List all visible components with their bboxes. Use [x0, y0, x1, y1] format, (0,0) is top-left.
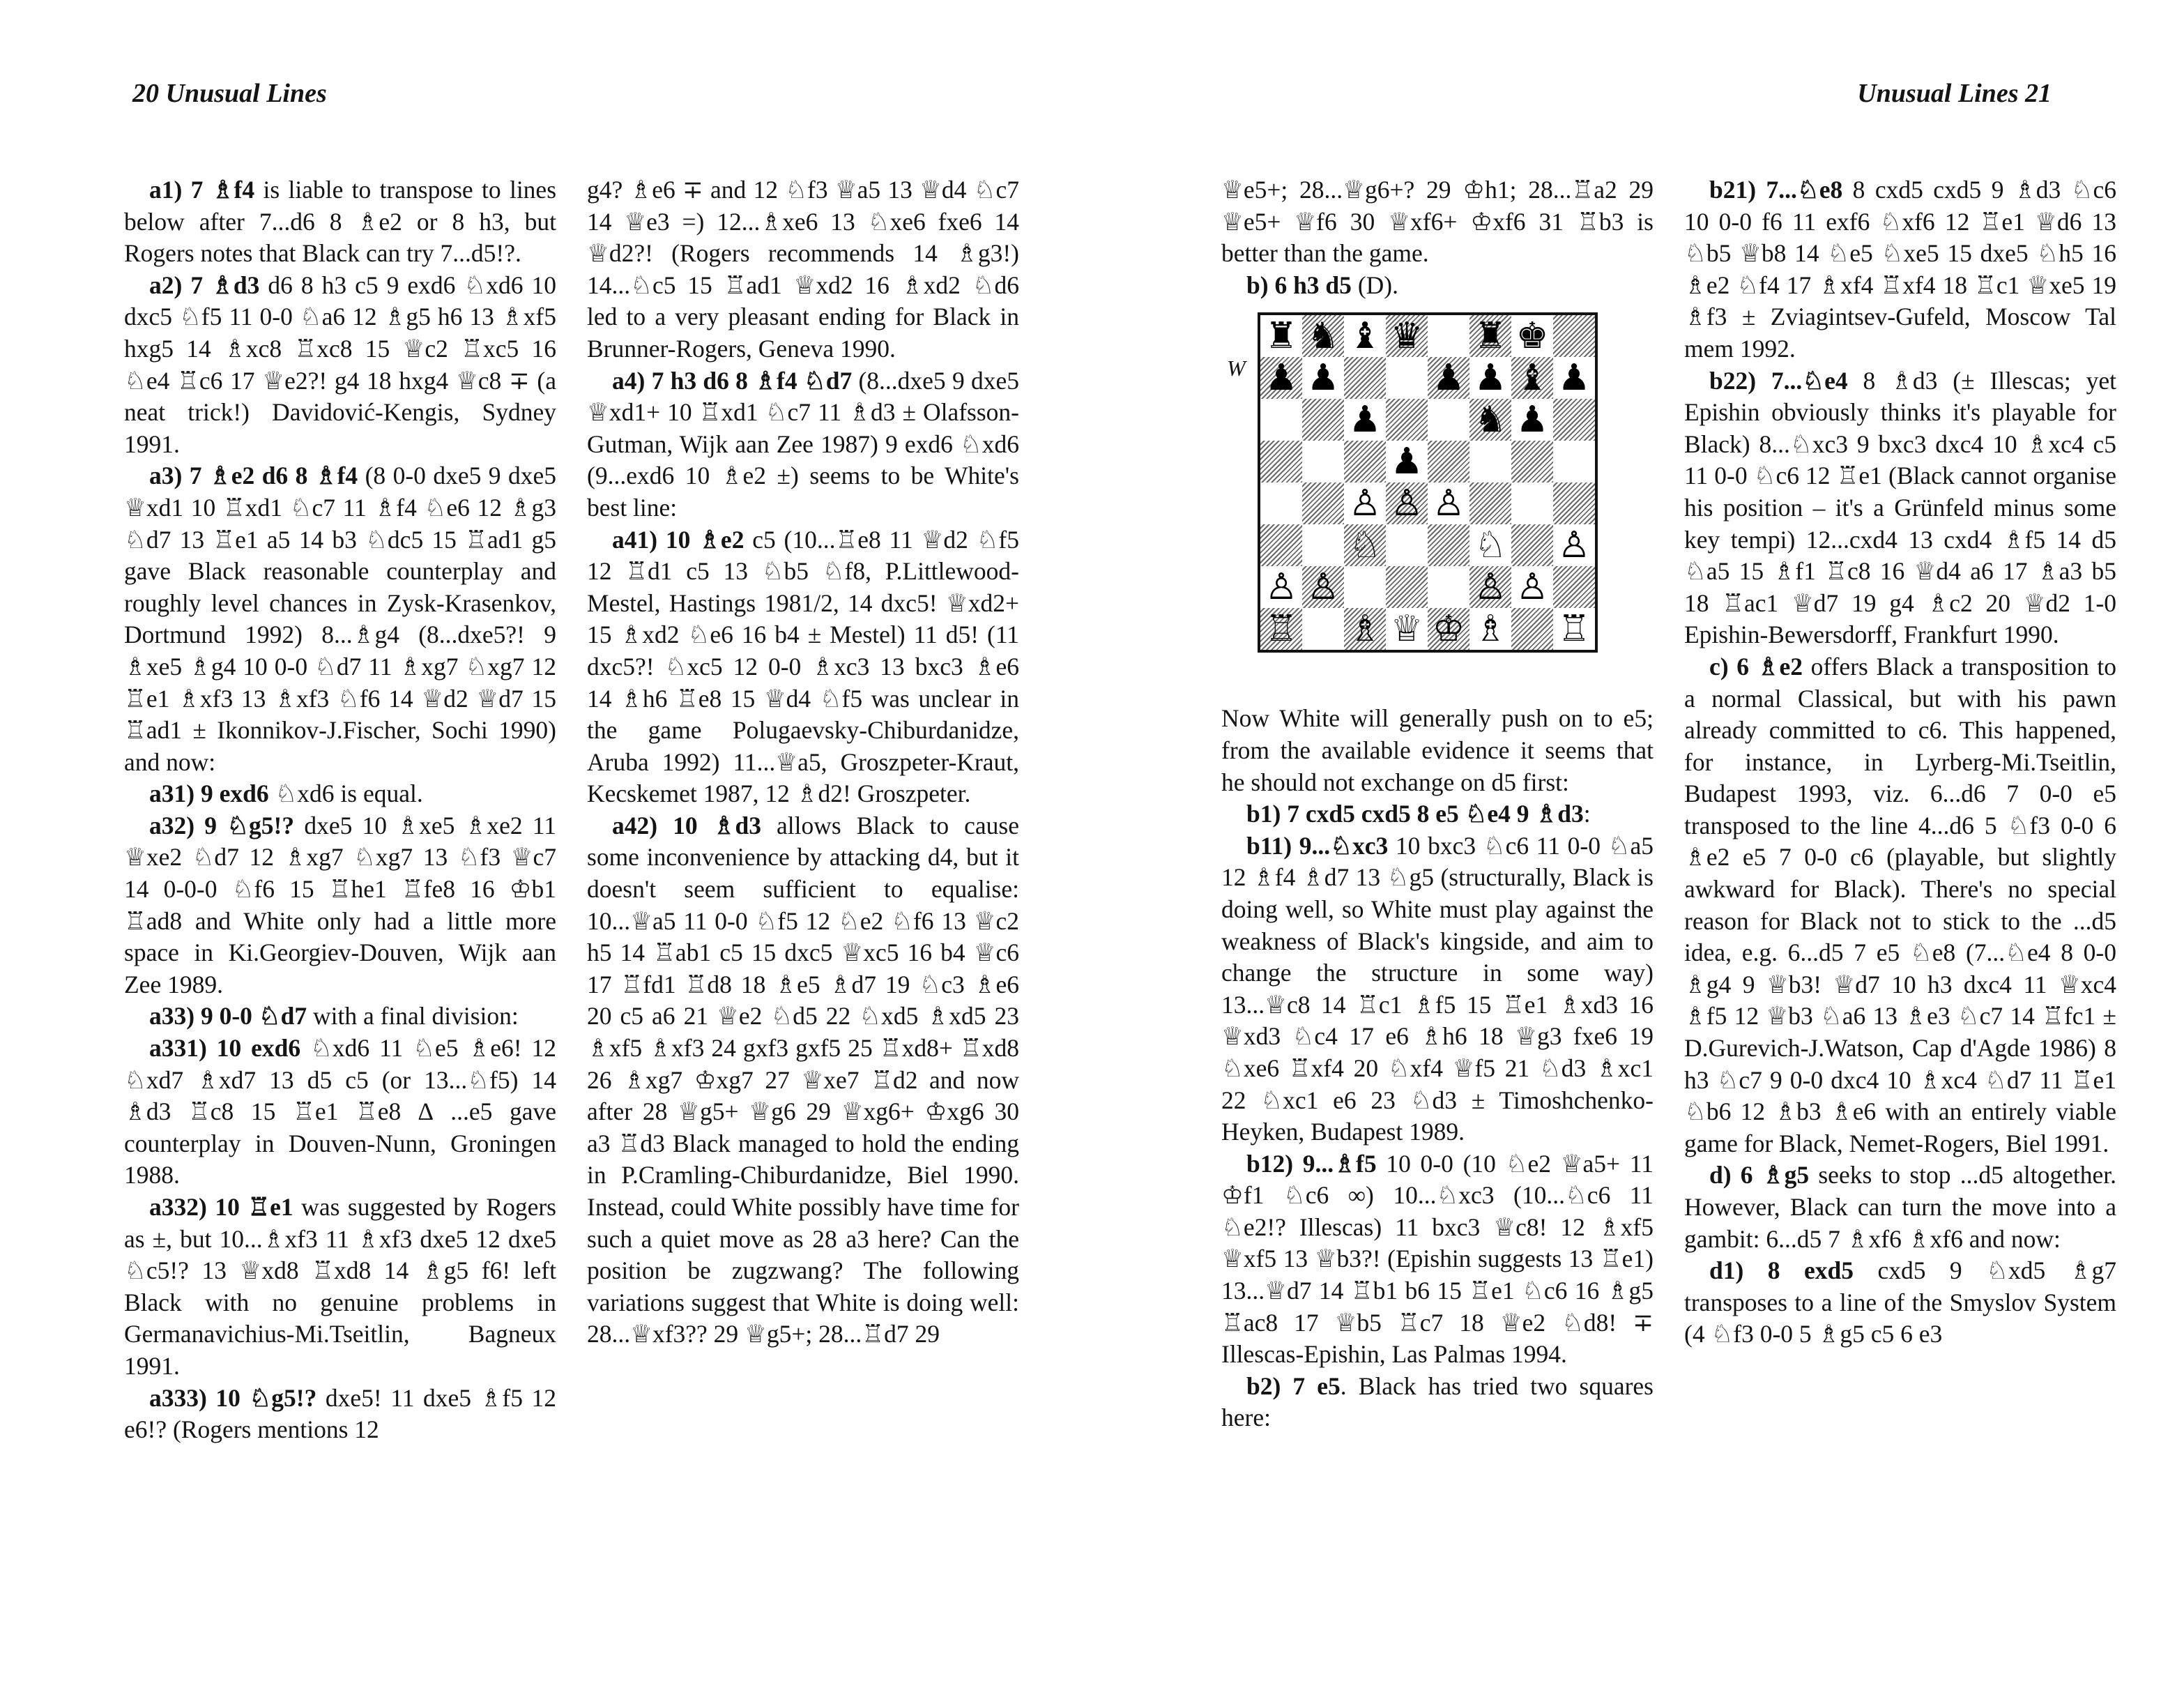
- paragraph: [1221, 270, 1654, 302]
- annotation-text: ♕e5+; 28...♕g6+? 29 ♔h1; 28...♖a2 29 ♕e5+ ♕f6 30 ♕xf6+ ♔xf6 31 ♖b3 is better than the game.: [1221, 176, 1654, 268]
- annotation-text: 10 0-0 (10 ♘e2 ♕a5+ 11 ♔f1 ♘c6 ∞) 10...♘xc3 (10...♘c6 11 ♘e2!? Illescas) 11 bxc3 ♕c8! 12 ♗xf5 ♕xf5 13 ♕b3?! (Epishin suggests 13 ♖e1) 13...♕d7 14 ♖b1 b6 15 ♖e1 ♘c6 16 ♗g5 ♖ac8 17 ♕b5 ♖c7 18 ♕e2 ♘d8! ∓ Illescas-Epishin, Las Palmas 1994.: [1221, 1149, 1654, 1369]
- board-square: [1511, 524, 1553, 566]
- annotation-text: Now White will generally push on to e5; from the available evidence it seems that he should not exchange on d5 first:: [1221, 704, 1654, 796]
- board-square: [1469, 566, 1511, 608]
- annotation-text: 10 bxc3 ♘c6 11 0-0 ♘a5 12 ♗f4 ♗d7 13 ♘g5 (structurally, Black is doing well, so White must play against the weakness of Black's kingside, and aim to change the structure in some way) 13...♕c8 14 ♖c1 ♗f5 15 ♖e1 ♗xd3 16 ♕xd3 ♘c4 17 e6 ♗h6 18 ♕g3 fxe6 19 ♘xe6 ♖xf4 20 ♘xf4 ♕f5 21 ♘d3 ♗xc1 22 ♘xc1 e6 23 ♘d3 ± Timoshchenko-Heyken, Budapest 1989.: [1221, 831, 1654, 1146]
- chess-piece: ♛: [1390, 315, 1423, 358]
- annotation-text: . Black has tried two squares here:: [1221, 1371, 1654, 1432]
- text-column-3: [1221, 174, 1654, 1434]
- move-lead: b12) 9...♗f5: [1246, 1149, 1377, 1178]
- board-square: [1469, 608, 1511, 650]
- annotation-text: (D).: [1351, 271, 1398, 299]
- board-square: [1386, 608, 1428, 650]
- board-square: [1428, 315, 1469, 357]
- board-square: [1428, 482, 1469, 524]
- annotation-text: ♘xd6 11 ♘e5 ♗e6! 12 ♘xd7 ♗xd7 13 d5 c5 (or 13...♘f5) 14 ♗d3 ♖c8 15 ♖e1 ♖e8 ∆ ...e5 gave counterplay in Douven-Nunn, Groningen 1988.: [124, 1034, 557, 1189]
- paragraph: [1684, 365, 2116, 651]
- paragraph: [124, 1383, 556, 1446]
- chess-piece: ♖: [1557, 608, 1591, 651]
- board-square: [1428, 357, 1469, 399]
- chess-piece: ♜: [1265, 315, 1298, 358]
- board-square: [1344, 441, 1386, 482]
- paragraph: [1221, 1371, 1654, 1434]
- paragraph: [124, 1033, 556, 1192]
- board-square: [1469, 524, 1511, 566]
- paragraph: [1221, 1148, 1654, 1371]
- annotation-text: with a final division:: [307, 1002, 519, 1031]
- annotation-text: seeks to stop ...d5 altogether. However, Black can turn the move into a gambit: 6...d5 7 ♗xf6 ♗xf6 and now:: [1684, 1161, 2116, 1253]
- board-square: [1511, 315, 1553, 357]
- chess-piece: ♙: [1432, 482, 1465, 525]
- move-lead: a33) 9 0-0 ♘d7: [149, 1002, 307, 1031]
- annotation-text: c5 (10...♖e8 11 ♕d2 ♘f5 12 ♖d1 c5 13 ♘b5 ♘f8, P.Littlewood-Mestel, Hastings 1981/2, 14 dxc5! ♕xd2+ 15 ♗xd2 ♘e6 16 b4 ± Mestel) 11 d5! (11 dxc5?! ♘xc5 12 0-0 ♗xc3 13 bxc3 ♗e6 14 ♗h6 ♖e8 15 ♕d4 ♘f5 was unclear in the game Polugaevsky-Chiburdanidze, Aruba 1992) 11...♕a5, Groszpeter-Kraut, Kecskemet 1987, 12 ♗d2! Groszpeter.: [587, 525, 1019, 808]
- chess-piece: ♞: [1306, 315, 1340, 358]
- running-head-left: 20 Unusual Lines: [132, 79, 327, 108]
- board-square: [1553, 566, 1595, 608]
- annotation-text: (8...dxe5 9 dxe5 ♕xd1+ 10 ♖xd1 ♘c7 11 ♗d3 ± Olafsson-Gutman, Wijk aan Zee 1987) 9 exd6 ♘xd6 (9...exd6 10 ♗e2 ±) seems to be White's best line:: [587, 366, 1019, 522]
- move-lead: a3) 7 ♗e2 d6 8 ♗f4: [149, 462, 358, 490]
- move-lead: c) 6 ♗e2: [1709, 652, 1803, 680]
- move-lead: b11) 9...♘xc3: [1246, 831, 1389, 860]
- text-column-4: [1684, 174, 2116, 1351]
- move-lead: a42) 10 ♗d3: [612, 811, 761, 839]
- chess-piece: ♘: [1348, 524, 1382, 567]
- paragraph: [124, 810, 556, 1001]
- annotation-text: cxd5 9 ♘xd5 ♗g7 transposes to a line of the Smyslov System (4 ♘f3 0-0 5 ♗g5 c5 6 e3: [1684, 1256, 2116, 1348]
- board-square: [1386, 566, 1428, 608]
- annotation-text: dxe5! 11 dxe5 ♗f5 12 e6!? (Rogers mentions 12: [124, 1383, 556, 1444]
- chess-piece: ♙: [1306, 566, 1340, 609]
- annotation-text: is liable to transpose to lines below after 7...d6 8 ♗e2 or 8 h3, but Rogers notes that Black can try 7...d5!?.: [124, 176, 557, 268]
- chess-piece: ♗: [1474, 608, 1507, 651]
- paragraph: [124, 778, 556, 810]
- board-square: [1260, 315, 1302, 357]
- board-square: [1553, 524, 1595, 566]
- chess-piece: ♟: [1265, 357, 1298, 400]
- board-square: [1511, 441, 1553, 482]
- board-square: [1302, 399, 1344, 441]
- chess-piece: ♙: [1515, 566, 1549, 609]
- move-lead: b21) 7...♘e8: [1709, 176, 1843, 204]
- chess-piece: ♚: [1515, 315, 1549, 358]
- move-lead: a331) 10 exd6: [149, 1034, 301, 1063]
- board-square: [1302, 524, 1344, 566]
- annotation-text: 8 cxd5 cxd5 9 ♗d3 ♘c6 10 0-0 f6 11 exf6 ♘xf6 12 ♖e1 ♕d6 13 ♘b5 ♕b8 14 ♘e5 ♘xe5 15 dxe5 ♘h5 16 ♗e2 ♘f4 17 ♗xf4 ♖xf4 18 ♖c1 ♕xe5 19 ♗f3 ± Zviagintsev-Gufeld, Moscow Tal mem 1992.: [1684, 176, 2117, 363]
- board-square: [1260, 441, 1302, 482]
- move-lead: a333) 10 ♘g5!?: [149, 1383, 317, 1412]
- paragraph: [1684, 1255, 2116, 1351]
- board-square: [1260, 566, 1302, 608]
- annotation-text: d6 8 h3 c5 9 exd6 ♘xd6 10 dxc5 ♘f5 11 0-0 ♘a6 12 ♗g5 h6 13 ♗xf5 hxg5 14 ♗xc8 ♖xc8 15 ♕c2 ♖xc5 16 ♘e4 ♖c6 17 ♕e2?! g4 18 hxg4 ♕c8 ∓ (a neat trick!) Davidović-Kengis, Sydney 1991.: [124, 271, 557, 458]
- paragraph: [124, 1001, 556, 1033]
- board-square: [1260, 482, 1302, 524]
- chess-piece: ♙: [1474, 566, 1507, 609]
- board-square: [1386, 315, 1428, 357]
- board-square: [1428, 608, 1469, 650]
- chess-piece: ♜: [1474, 315, 1507, 358]
- move-lead: a2) 7 ♗d3: [149, 271, 260, 299]
- board-square: [1553, 399, 1595, 441]
- paragraph: [124, 270, 556, 461]
- paragraph: [124, 174, 556, 270]
- annotation-text: allows Black to cause some inconvenience by attacking d4, but it doesn't seem sufficient to equalise: 10...♕a5 11 0-0 ♘f5 12 ♘e2 ♘f6 13 ♕c2 h5 14 ♖ab1 c5 15 dxc5 ♕xc5 16 b4 ♕c6 17 ♖fd1 ♖d8 18 ♗e5 ♗d7 19 ♘c3 ♗e6 20 c5 a6 21 ♕e2 ♘d5 22 ♘xd5 ♗xd5 23 ♗xf5 ♗xf3 24 gxf3 gxf5 25 ♖xd8+ ♖xd8 26 ♗xg7 ♔xg7 27 ♕xe7 ♖d2 and now after 28 ♕g5+ ♕g6 29 ♕xg6+ ♔xg6 30 a3 ♖d3 Black managed to hold the ending in P.Cramling-Chiburdanidze, Biel 1990. Instead, could White possibly have time for such a quiet move as 28 a3 here? Can the position be zugzwang? The following variations suggest that White is doing well: 28...♕xf3?? 29 ♕g5+; 28...♖d7 29: [587, 811, 1020, 1348]
- paragraph: [124, 1192, 556, 1383]
- chess-piece: ♖: [1265, 608, 1298, 651]
- chess-piece: ♟: [1432, 357, 1465, 400]
- board-square: [1302, 357, 1344, 399]
- paragraph: [587, 524, 1019, 810]
- board-square: [1386, 524, 1428, 566]
- board-square: [1553, 441, 1595, 482]
- board-square: [1302, 608, 1344, 650]
- chess-piece: ♞: [1474, 399, 1507, 441]
- board-square: [1302, 315, 1344, 357]
- board-square: [1386, 357, 1428, 399]
- board-square: [1344, 399, 1386, 441]
- board-square: [1511, 566, 1553, 608]
- move-lead: a4) 7 h3 d6 8 ♗f4 ♘d7: [612, 366, 853, 395]
- chess-piece: ♟: [1474, 357, 1507, 400]
- chess-piece: ♟: [1557, 357, 1591, 400]
- board-square: [1260, 608, 1302, 650]
- move-lead: d1) 8 exd5: [1709, 1256, 1854, 1285]
- board-square: [1511, 482, 1553, 524]
- annotation-text: was suggested by Rogers as ±, but 10...♗xf3 11 ♗xf3 dxe5 12 dxe5 ♘c5!? 13 ♕xd8 ♖xd8 14 ♗g5 f6! left Black with no genuine problems in Germanavichius-Mi.Tseitlin, Bagneux 1991.: [124, 1193, 556, 1380]
- chess-piece: ♙: [1390, 482, 1423, 525]
- column-3-lead-text: [1221, 174, 1654, 301]
- board-square: [1344, 357, 1386, 399]
- board-square: [1469, 315, 1511, 357]
- annotation-text: g4? ♗e6 ∓ and 12 ♘f3 ♕a5 13 ♕d4 ♘c7 14 ♕e3 =) 12...♗xe6 13 ♘xe6 fxe6 14 ♕d2?! (Rogers recommends 14 ♗g3!) 14...♘c5 15 ♖ad1 ♕xd2 16 ♗xd2 ♘d6 led to a very pleasant ending for Black in Brunner-Rogers, Geneva 1990.: [587, 176, 1019, 363]
- paragraph: [587, 174, 1019, 365]
- paragraph: [1221, 174, 1654, 270]
- move-lead: a32) 9 ♘g5!?: [149, 811, 295, 839]
- chess-piece: ♗: [1348, 608, 1382, 651]
- chess-board: [1258, 312, 1598, 653]
- board-square: [1386, 441, 1428, 482]
- board-square: [1469, 482, 1511, 524]
- board-square: [1428, 566, 1469, 608]
- chess-piece: ♙: [1557, 524, 1591, 567]
- move-lead: b1) 7 cxd5 cxd5 8 e5 ♘e4 9 ♗d3: [1246, 800, 1584, 828]
- move-lead: a31) 9 exd6: [149, 780, 269, 808]
- chess-piece: ♙: [1265, 566, 1298, 609]
- board-square: [1302, 441, 1344, 482]
- board-square: [1553, 357, 1595, 399]
- board-square: [1511, 357, 1553, 399]
- move-lead: b) 6 h3 d5: [1246, 271, 1352, 299]
- board-square: [1344, 608, 1386, 650]
- paragraph: [1221, 830, 1654, 1148]
- chess-piece: ♝: [1515, 357, 1549, 400]
- chess-piece: ♟: [1306, 357, 1340, 400]
- annotation-text: offers Black a transposition to a normal Classical, but with his pawn already committed to c6. This happened, for instance, in Lyrberg-Mi.Tseitlin, Budapest 1993, viz. 6...d6 7 0-0 e5 transposed to the line 4...d6 5 ♘f3 0-0 6 ♗e2 e5 7 0-0 c6 (playable, but slightly awkward for Black). There's no special reason for Black not to stick to the ...d5 idea, e.g. 6...d5 7 e5 ♘e8 (7...♘e4 8 0-0 ♗g4 9 ♕b3! ♕d7 10 h3 dxc4 11 ♕xc4 ♗f5 12 ♕b3 ♘a6 13 ♗e3 ♘c7 14 ♖fc1 ± D.Gurevich-J.Watson, Cap d'Agde 1986) 8 h3 ♘c7 9 0-0 dxc4 10 ♗xc4 ♘d7 11 ♖e1 ♘b6 12 ♗b3 ♗e6 with an entirely viable game for Black, Nemet-Rogers, Biel 1991.: [1684, 652, 2116, 1157]
- running-head-right: Unusual Lines 21: [1857, 79, 2052, 108]
- chess-diagram: [1221, 312, 1654, 672]
- paragraph: [1684, 1159, 2116, 1255]
- move-lead: b2) 7 e5: [1246, 1371, 1341, 1400]
- annotation-text: ♘xd6 is equal.: [268, 780, 423, 808]
- move-lead: a41) 10 ♗e2: [612, 525, 744, 554]
- move-lead: a1) 7 ♗f4: [149, 176, 255, 204]
- board-square: [1260, 524, 1302, 566]
- board-square: [1553, 608, 1595, 650]
- paragraph: [124, 460, 556, 778]
- chess-piece: ♙: [1348, 482, 1382, 525]
- chess-piece: ♟: [1348, 399, 1382, 441]
- paragraph: [587, 365, 1019, 524]
- board-square: [1260, 399, 1302, 441]
- move-lead: a332) 10 ♖e1: [149, 1193, 293, 1221]
- paragraph: [587, 810, 1019, 1351]
- annotation-text: 8 ♗d3 (± Illescas; yet Epishin obviously thinks it's playable for Black) 8...♘xc3 9 bxc3 dxc4 10 ♗xc4 c5 11 0-0 ♘c6 12 ♖e1 (Black cannot organise his position – it's a Grünfeld minus some key tempi) 12...cxd4 13 cxd4 ♗f5 14 d5 ♘a5 15 ♗f1 ♖c8 16 ♕d4 a6 17 ♗a3 b5 18 ♖ac1 ♕d7 19 g4 ♗c2 20 ♕d2 1-0 Epishin-Bewersdorff, Frankfurt 1990.: [1684, 366, 2116, 649]
- board-square: [1553, 315, 1595, 357]
- paragraph: [1684, 651, 2116, 1160]
- annotation-text: dxe5 10 ♗xe5 ♗xe2 11 ♕xe2 ♘d7 12 ♗xg7 ♘xg7 13 ♘f3 ♕c7 14 0-0-0 ♘f6 15 ♖he1 ♖fe8 16 ♔b1 ♖ad8 and White only had a little more space in Ki.Georgiev-Douven, Wijk aan Zee 1989.: [124, 811, 556, 998]
- board-square: [1469, 357, 1511, 399]
- chess-piece: ♟: [1515, 399, 1549, 441]
- chess-piece: ♘: [1474, 524, 1507, 567]
- board-square: [1344, 482, 1386, 524]
- side-to-move-label: W: [1227, 356, 1246, 381]
- board-square: [1386, 399, 1428, 441]
- board-square: [1511, 608, 1553, 650]
- annotation-text: (8 0-0 dxe5 9 dxe5 ♕xd1 10 ♖xd1 ♘c7 11 ♗f4 ♘e6 12 ♗g3 ♘d7 13 ♖e1 a5 14 b3 ♘dc5 15 ♖ad1 g5 gave Black reasonable counterplay and roughly level chances in Zysk-Krasenkov, Dortmund 1992) 8...♗g4 (8...dxe5?! 9 ♗xe5 ♗g4 10 0-0 ♘d7 11 ♗xg7 ♘xg7 12 ♖e1 ♗xf3 13 ♗xf3 ♘f6 14 ♕d2 ♕d7 15 ♖ad1 ± Ikonnikov-J.Fischer, Sochi 1990) and now:: [124, 462, 556, 776]
- board-square: [1428, 441, 1469, 482]
- board-square: [1428, 524, 1469, 566]
- chess-piece: ♝: [1348, 315, 1382, 358]
- board-square: [1302, 566, 1344, 608]
- move-lead: d) 6 ♗g5: [1709, 1161, 1810, 1189]
- chess-piece: ♕: [1390, 608, 1423, 651]
- chess-piece: ♔: [1432, 608, 1465, 651]
- annotation-text: :: [1583, 800, 1591, 828]
- board-square: [1344, 524, 1386, 566]
- board-square: [1428, 399, 1469, 441]
- board-square: [1344, 315, 1386, 357]
- chess-piece: ♟: [1390, 441, 1423, 483]
- text-column-2: [587, 174, 1019, 1351]
- board-square: [1302, 482, 1344, 524]
- move-lead: b22) 7...♘e4: [1709, 366, 1848, 395]
- column-3-body-text: [1221, 703, 1654, 1434]
- board-square: [1469, 441, 1511, 482]
- text-column-1: [124, 174, 556, 1446]
- board-square: [1553, 482, 1595, 524]
- board-square: [1469, 399, 1511, 441]
- paragraph: [1221, 703, 1654, 798]
- board-square: [1511, 399, 1553, 441]
- paragraph: [1221, 798, 1654, 830]
- board-square: [1386, 482, 1428, 524]
- board-square: [1344, 566, 1386, 608]
- board-square: [1260, 357, 1302, 399]
- paragraph: [1684, 174, 2116, 365]
